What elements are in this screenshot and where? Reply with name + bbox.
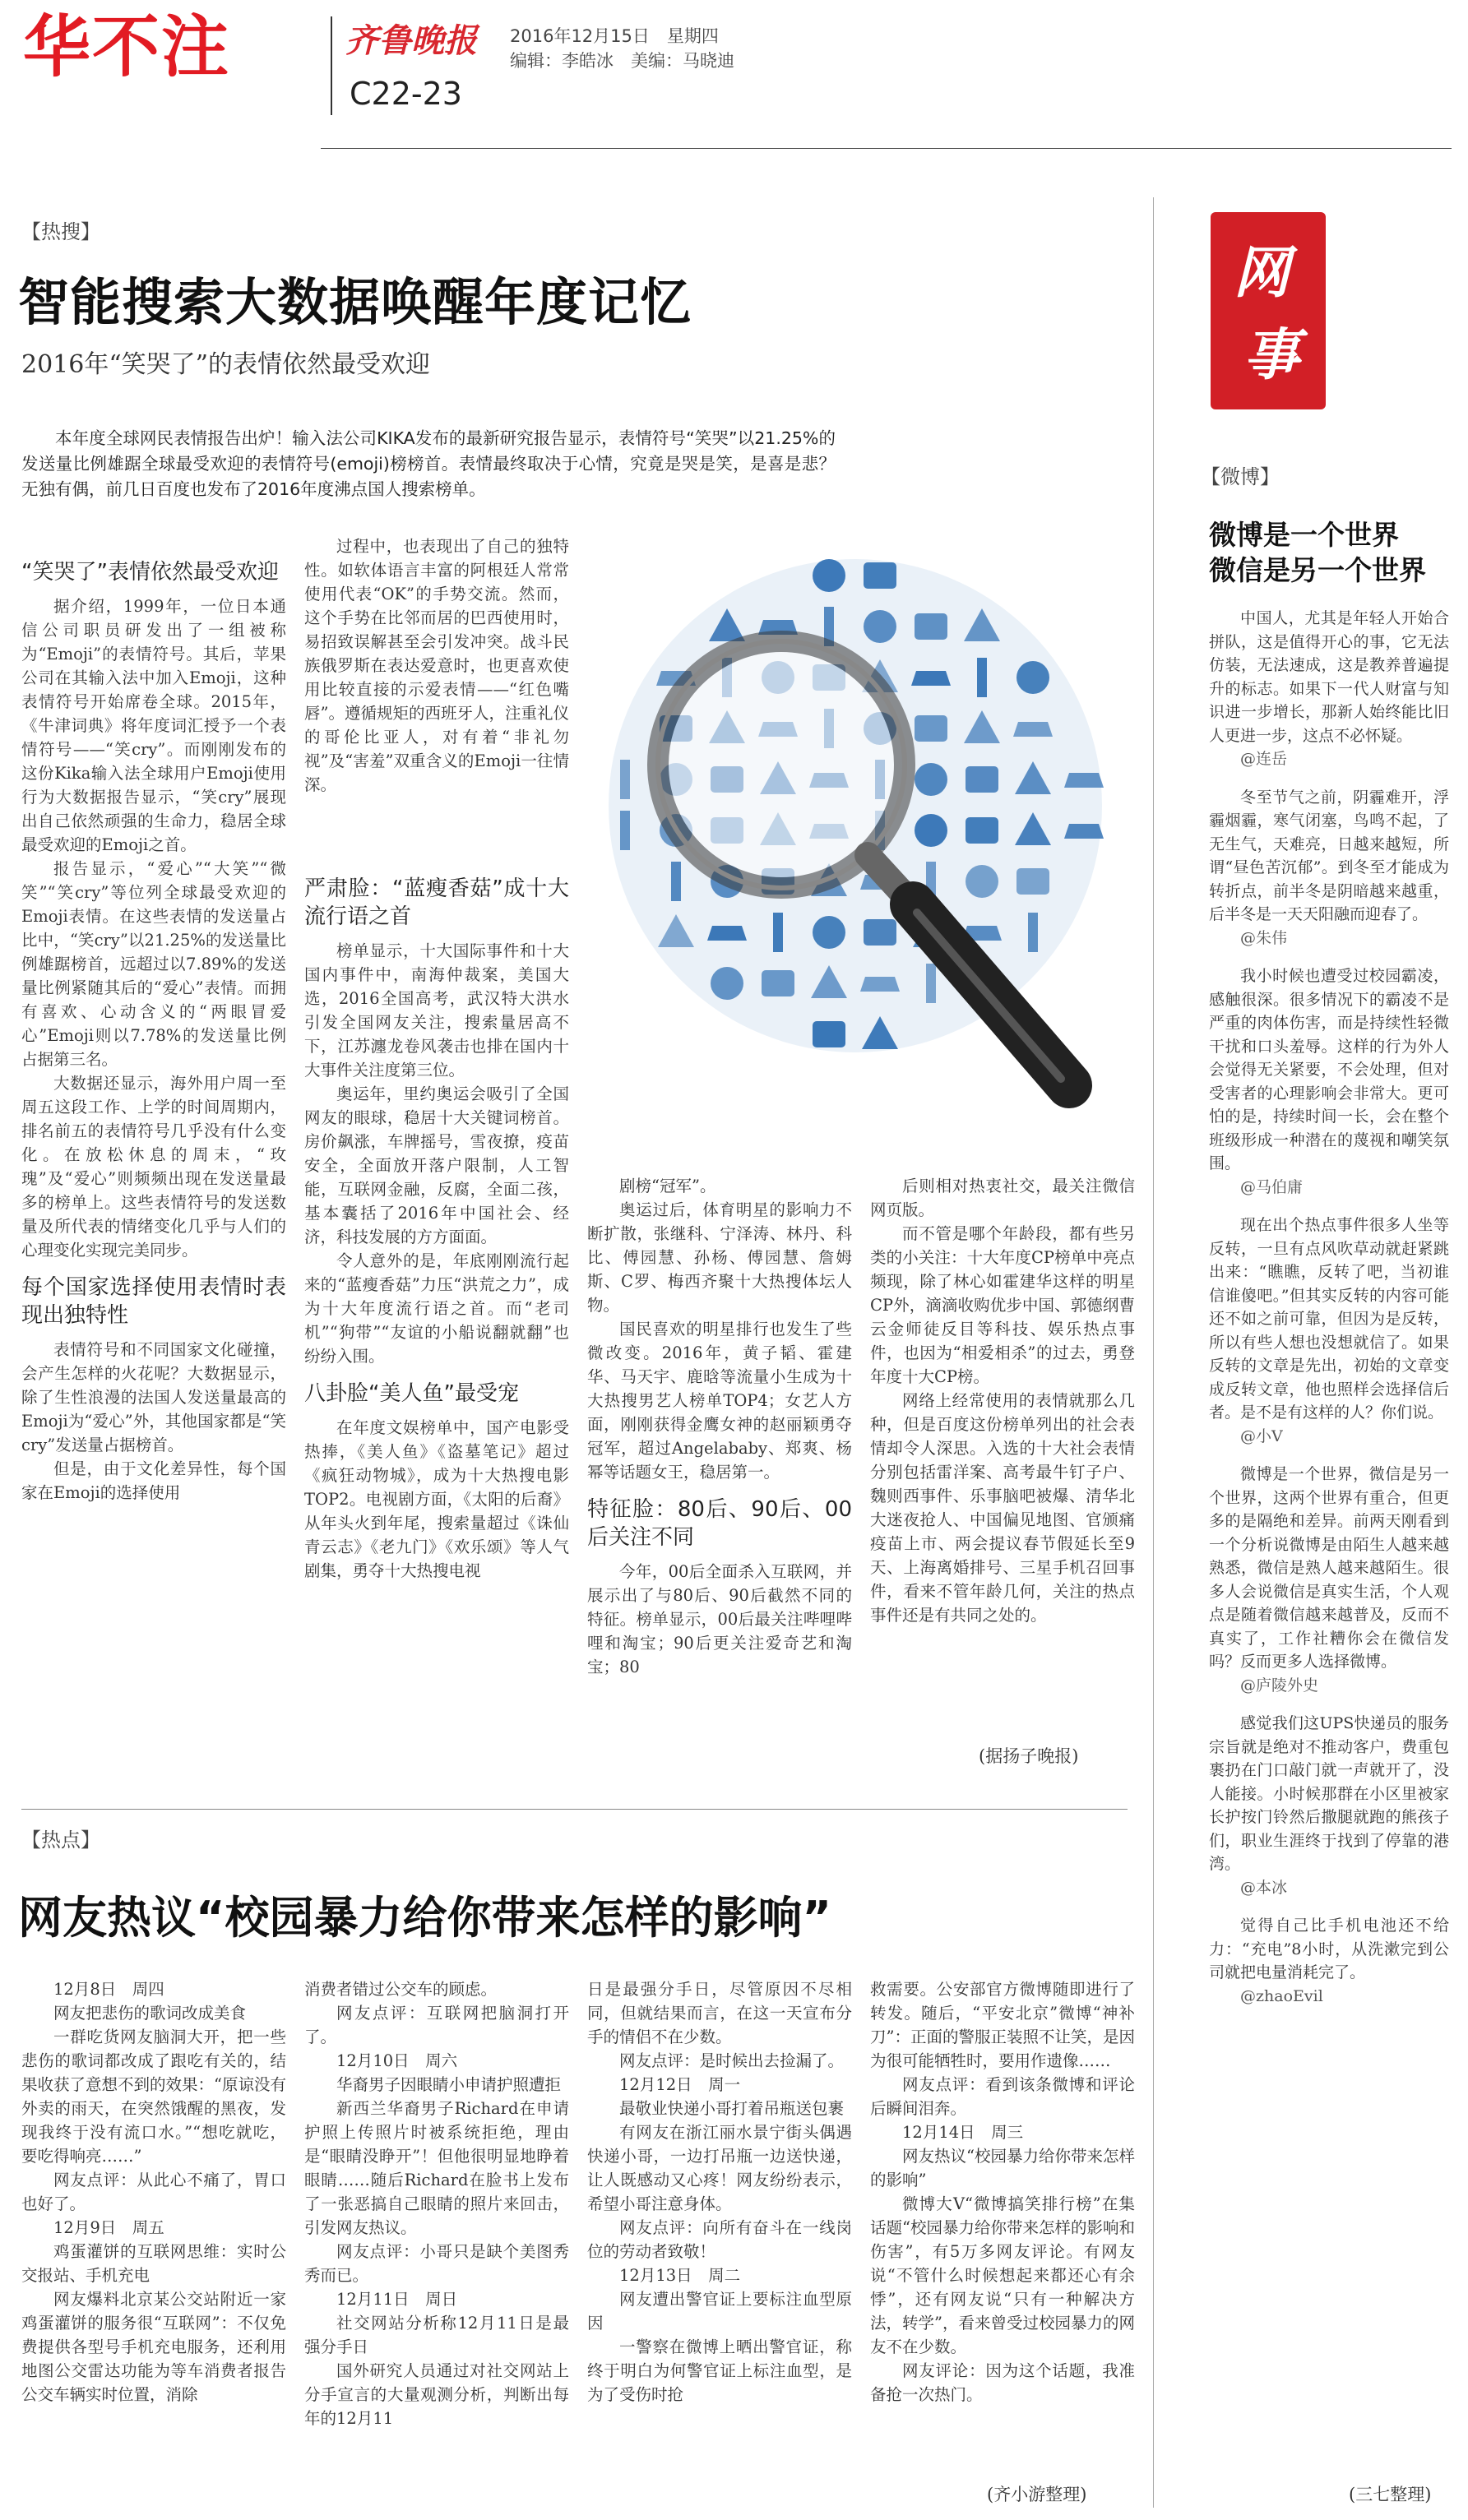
masthead-divider	[331, 16, 332, 115]
collage-icon	[1016, 661, 1049, 694]
news-comment: 网友点评：小哥只是缺个美图秀秀而已。	[304, 2242, 569, 2285]
weibo-post-text: 中国人，尤其是年轻人开始合拼队，这是值得开心的事，它无法仿装，无法速成，这是教养普遍提升的标志。如果下一代人财富与知识进一步增长，那新人始终能比旧人更进一步，这点不必怀疑。	[1209, 609, 1449, 745]
story1-column-4	[870, 1174, 1135, 1792]
story1-subheading: 每个国家选择使用表情时表现出独特性	[21, 1275, 286, 1328]
collage-icon	[966, 817, 998, 844]
news-comment: 网友点评：是时候出去捡漏了。	[619, 2051, 845, 2070]
news-body: 新西兰华裔男子Richard在申请护照上传照片时被系统拒绝，理由是“眼睛没睁开”！但他很明显地睁着眼睛……随后Richard在脸书上发布了一张恶搞自己眼睛的照片来回击，引发网友热议。	[304, 2099, 569, 2237]
story1-column-3	[587, 1174, 852, 1792]
collage-icon	[762, 970, 794, 996]
news-date: 12月13日 周二	[619, 2266, 741, 2285]
masthead-editors: 编辑：李皓冰 美编：马晓迪	[510, 51, 734, 71]
news-title: 网友热议“校园暴力给你带来怎样的影响”	[870, 2147, 1135, 2189]
story-divider	[21, 1809, 1128, 1810]
collage-icon	[966, 766, 998, 793]
story1-section-tag: 【热搜】	[21, 220, 100, 243]
news-body: 网友爆料北京某公交站附近一家鸡蛋灌饼的服务很“互联网”：不仅免费提供各型号手机充电服务，还利用地图公交雷达功能为等车消费者报告公交车辆实时位置，消除	[21, 2290, 286, 2404]
story1-column-2-bottom	[304, 863, 569, 1792]
story1-subtitle: 2016年“笑哭了”的表情依然最受欢迎	[21, 350, 431, 379]
collage-icon	[915, 613, 947, 640]
weibo-post-author: @朱伟	[1240, 928, 1288, 947]
story1-paragraph: 在年度文娱榜单中，国产电影受热捧，《美人鱼》《盗墓笔记》超过《疯狂动物城》，成为十大热搜电影TOP2。电视剧方面，《太阳的后裔》从年头火到年尾，搜索量超过《诛仙青云志》《老九门》《欢乐颂》等人气剧集，勇夺十大热搜电视	[304, 1418, 569, 1580]
story1-paragraph: 奥运过后，体育明星的影响力不断扩散，张继科、宁泽涛、林丹、科比、傅园慧、孙杨、傅园慧、詹姆斯、C罗、梅西齐聚十大热搜体坛人物。	[587, 1200, 852, 1315]
news-comment: 网友点评：看到该条微博和评论后瞬间泪奔。	[870, 2075, 1135, 2118]
collage-icon	[773, 913, 783, 952]
weibo-post-author: @庐陵外史	[1240, 1676, 1319, 1695]
story1-paragraph: 但是，由于文化差异性，每个国家在Emoji的选择使用	[21, 1459, 286, 1502]
masthead-newspaper-logo: 齐鲁晚报	[345, 21, 477, 60]
story2-column-1	[21, 1977, 286, 2504]
news-comment: 网友评论：因为这个话题，我准备抢一次热门。	[870, 2361, 1135, 2404]
story1-headline: 智能搜索大数据唤醒年度记忆	[18, 272, 692, 332]
sidebar-title-line1: 微博是一个世界	[1209, 519, 1399, 551]
news-comment: 网友点评：互联网把脑洞打开了。	[304, 2004, 569, 2046]
sidebar-section-tag: 【微博】	[1201, 465, 1280, 488]
collage-icon	[926, 964, 936, 1003]
sidebar-title-line2: 微信是另一个世界	[1209, 554, 1426, 586]
collage-icon	[707, 926, 747, 941]
weibo-post-text: 现在出个热点事件很多人坐等反转，一旦有点风吹草动就赶紧跳出来：“瞧瞧，反转了吧，当初谁信谁傻吧。”但其实反转的内容可能还不如之前可靠，但因为是反转，所以有些人想也没想就信了。如果反转的文章是先出，初始的文章变成反转文章，他也照样会选择信后者。是不是有这样的人？你们说。	[1209, 1216, 1449, 1422]
collage-icon	[911, 671, 951, 686]
story1-paragraph: 榜单显示，十大国际事件和十大国内事件中，南海仲裁案，美国大选，2016全国高考，武汉特大洪水引发全国网友关注，搜索量居高不下，江苏瀍龙卷风袭击也排在国内十大事件关注度第三位。	[304, 941, 569, 1080]
story1-subheading: 严肃脸：“蓝瘦香菇”成十大流行语之首	[304, 876, 569, 929]
sidebar-badge-char: 网	[1234, 240, 1290, 306]
story1-paragraph: 报告显示，“爱心”“大笑”“微笑”“笑cry”等位列全球最受欢迎的Emoji表情。在这些表情的发送量占比中，“笑cry”以21.25%的发送量比例雄踞榜首，远超过以7.89%的发送量比例紧随其后的“爱心”表情。而拥有喜欢、心动含义的“两眼冒爱心”Emoji则以7.78%的发送量比例占据第三名。	[21, 859, 286, 1069]
story1-subheading: “笑哭了”表情依然最受欢迎	[21, 560, 279, 585]
news-title: 最敬业快递小哥打着吊瓶送包裹	[619, 2099, 845, 2118]
collage-icon	[620, 760, 630, 799]
news-date: 12月8日 周四	[53, 1980, 164, 1999]
story2-column-4	[870, 1977, 1135, 2479]
story2-credit: (齐小游整理)	[987, 2485, 1087, 2504]
news-title: 社交网站分析称12月11日是最强分手日	[304, 2314, 569, 2356]
news-body: 一群吃货网友脑洞大开，把一些悲伤的歌词都改成了跟吃有关的，结果收获了意想不到的效果：“原谅没有外卖的雨天，在突然饿醒的黑夜，发现我终于没有流口水。”“想吃就吃，要吃得响亮……”	[21, 2028, 286, 2166]
story2-headline: 网友热议“校园暴力给你带来怎样的影响”	[18, 1892, 831, 1944]
collage-icon	[915, 715, 947, 742]
news-body: 救需要。公安部官方微博随即进行了转发。随后，“平安北京”微博“神补刀”：正面的警服正装照不让笑，是因为很可能牺牲时，要用作遗像……	[870, 1980, 1135, 2070]
news-title: 鸡蛋灌饼的互联网思维：实时公交报站、手机充电	[21, 2242, 286, 2285]
news-title: 网友遭出警官证上要标注血型原因	[587, 2290, 852, 2333]
collage-icon	[1013, 722, 1053, 737]
weibo-post-author: @连岳	[1240, 750, 1288, 768]
story1-credit: (据扬子晚报)	[979, 1746, 1079, 1766]
weibo-post-author: @马伯庸	[1240, 1177, 1304, 1196]
weibo-post-author: @小V	[1240, 1426, 1283, 1445]
sidebar-posts	[1209, 607, 1449, 2498]
collage-icon	[915, 763, 947, 796]
collage-icon	[864, 562, 896, 589]
weibo-post-text: 冬至节气之前，阴霾难开，浮霾烟霾，寒气闭塞，鸟鸣不起，了无生气，天难亮，日越来越短，所谓“昼色苦沉郁”。到冬至才能成为转折点，前半冬是阴暗越来越重，后半冬是一天天阳融而迎春了。	[1209, 788, 1449, 923]
collage-icon	[864, 919, 896, 946]
collage-icon	[1028, 913, 1038, 952]
story1-paragraph: 大数据还显示，海外用户周一至周五这段工作、上学的时间周期内，排名前五的表情符号几乎没有什么变化。在放松休息的周末，“玫瑰”及“爱心”则频频出现在发送量最多的榜单上。这些表情符号的发送数量及所代表的情绪变化几乎与人们的心理变化实现完美同步。	[21, 1074, 286, 1260]
story1-paragraph: 过程中，也表现出了自己的独特性。如软体语言丰富的阿根廷人常常使用代表“OK”的手势交流。然而，这个手势在比邻而居的巴西使用时，易招致误解甚至会引发冲突。战斗民族俄罗斯在表达爱意时，也更喜欢使用比较直接的示爱表情——“红色嘴唇”。遵循规矩的西班牙人，注重礼仪的哥伦比亚人，对有着“非礼勿视”及“害羞”双重含义的Emoji一往情深。	[304, 537, 569, 794]
news-date: 12月10日 周六	[336, 2051, 458, 2070]
news-body: 国外研究人员通过对社交网站上分手宣言的大量观测分析，判断出每年的12月11	[304, 2361, 569, 2428]
masthead-page-number: C22-23	[350, 76, 462, 112]
collage-icon	[1016, 868, 1049, 895]
news-date: 12月9日 周五	[53, 2218, 164, 2237]
weibo-post-author: @zhaoEvil	[1240, 1986, 1323, 2005]
news-body: 一警察在微博上晒出警官证，称终于明白为何警官证上标注血型，是为了受伤时抢	[587, 2337, 852, 2404]
story1-paragraph: 而不管是哪个年龄段，都有些另类的小关注：十大年度CP榜单中亮点频现，除了林心如霍建华这样的明星CP外，滴滴收购优步中国、郭德纲曹云金师徒反目等科技、娱乐热点事件，也因为“相爱相杀”的过去，勇登年度十大CP榜。	[870, 1224, 1135, 1386]
story1-paragraph: 今年，00后全面杀入互联网，并展示出了与80后、90后截然不同的特征。榜单显示，00后最关注哔哩哔哩和淘宝；90后更关注爱奇艺和淘宝；80	[587, 1562, 852, 1676]
collage-icon	[860, 977, 900, 992]
news-title: 网友把悲伤的歌词改成美食	[53, 2004, 247, 2023]
story1-column-2-top	[304, 534, 569, 863]
weibo-post-text: 微博是一个世界，微信是另一个世界，这两个世界有重合，但更多的是隔绝和差异。前两天刚看到一个分析说微博是由陌生人越来越熟悉，微信是熟人越来越陌生。很多人会说微信是真实生活，个人观点是随着微信越来越普及，反而不真实了，工作社糟你会在微信发吗？反而更多人选择微博。	[1209, 1465, 1449, 1671]
story1-paragraph: 据介绍，1999年，一位日本通信公司职员研发出了一组被称为“Emoji”的表情符号。其后，苹果公司在其输入法中加入Emoji，这种表情符号开始席卷全球。2015年，《牛津词典》将年度词汇授予一个表情符号——“笑cry”。而刚刚发布的这份Kika输入法全球用户Emoji使用行为大数据报告显示，“笑cry”展现出自己依然顽强的生命力，稳居全球最受欢迎的Emoji之首。	[21, 597, 286, 854]
story1-paragraph: 表情符号和不同国家文化碰撞，会产生怎样的火花呢？大数据显示，除了生性浪漫的法国人发送量最高的Emoji为“爱心”外，其他国家都是“笑cry”发送量占据榜首。	[21, 1340, 286, 1454]
masthead-brand: 华不注	[23, 8, 231, 86]
collage-icon	[1064, 824, 1104, 839]
weibo-post-text: 我小时候也遭受过校园霸凌，感触很深。很多情况下的霸凌不是严重的肉体伤害，而是持续性轻微干扰和口头羞辱。这样的行为外人会觉得无关紧要，不会处理，但对受害者的心理影响会非常大。更可怕的是，持续时间一长，会在整个班级形成一种潜在的蔑视和嘲笑氛围。	[1209, 967, 1449, 1172]
news-date: 12月11日 周日	[336, 2290, 458, 2309]
news-body: 微博大V“微博搞笑排行榜”在集话题“校园暴力给你带来怎样的影响和伤害”，有5万多网友评论。有网友说“不管什么时候想起来都还心有余悸”，还有网友说“只有一种解决方法，转学”，看来曾受过校园暴力的网友不在少数。	[870, 2194, 1135, 2356]
story1-column-1	[21, 547, 286, 1792]
collage-icon	[977, 658, 987, 697]
collage-icon	[813, 916, 845, 949]
weibo-post-text: 觉得自己比手机电池还不给力：“充电”8小时，从洗漱完到公司就把电量消耗完了。	[1209, 1917, 1449, 1981]
sidebar-divider	[1153, 197, 1154, 2508]
news-body: 消费者错过公交车的顾虑。	[304, 1980, 498, 1999]
collage-icon	[711, 967, 743, 1000]
magnifier-icon-collage-illustration	[576, 493, 1168, 1168]
story1-paragraph: 剧榜“冠军”。	[619, 1177, 716, 1195]
story1-paragraph: 网络上经常使用的表情就那么几种，但是百度这份榜单列出的社会表情却令人深思。入选的十大社会表情分别包括雷洋案、高考最牛钉子户、魏则西事件、乐事脑吧被爆、清华北大迷夜抢人、中国偏见地图、官颁痛疫苗上市、两会提议春节假延长至9天、上海离婚排号、三星手机召回事件，看来不管年龄几何，关注的热点事件还是有共同之处的。	[870, 1391, 1135, 1625]
weibo-post-author: @本冰	[1240, 1878, 1288, 1897]
sidebar-credit: (三七整理)	[1349, 2485, 1432, 2504]
story1-paragraph: 奥运年，里约奥运会吸引了全国网友的眼球，稳居十大关键词榜首。房价飙涨，车牌摇号，雪夜撩，疫苗安全，全面放开落户限制，人工智能，互联网金融，反腐，全面二孩，基本囊括了2016年中国社会、经济，科技发展的方方面面。	[304, 1084, 569, 1246]
story1-paragraph: 后则相对热衷社交，最关注微信网页版。	[870, 1177, 1135, 1219]
news-body: 有网友在浙江丽水景宁街头偶遇快递小哥，一边打吊瓶一边送快递，让人既感动又心疼！网友纷纷表示，希望小哥注意身体。	[587, 2123, 852, 2213]
collage-icon	[864, 610, 896, 643]
collage-icon	[620, 811, 630, 850]
story1-subheading: 特征脸：80后、90后、00后关注不同	[587, 1497, 852, 1550]
sidebar-badge	[1211, 212, 1326, 409]
news-date: 12月12日 周一	[619, 2075, 741, 2094]
story2-column-2	[304, 1977, 569, 2504]
masthead-date: 2016年12月15日 星期四	[510, 26, 719, 46]
collage-icon	[915, 814, 947, 847]
story1-lead: 本年度全球网民表情报告出炉！输入法公司KIKA发布的最新研究报告显示，表情符号“笑哭”以21.25%的发送量比例雄踞全球最受欢迎的表情符号(emoji)榜榜首。表情最终取决于心情，究竟是哭是笑，是喜是悲？无独有偶，前几日百度也发布了2016年度沸点国人搜索榜单。	[21, 428, 836, 499]
collage-icon	[1064, 773, 1104, 788]
collage-icon	[671, 862, 681, 901]
story2-column-3	[587, 1977, 852, 2504]
collage-icon	[813, 1021, 845, 1047]
story1-paragraph: 国民喜欢的明星排行也发生了些微改变。2016年，黄子韬、霍建华、马天宇、鹿晗等流量小生成为十大热搜男艺人榜单TOP4；女艺人方面，刚刚获得金鹰女神的赵丽颖勇夺冠军，超过Angelababy、郑爽、杨幂等话题女王，稳居第一。	[587, 1320, 852, 1482]
masthead-rule	[321, 148, 1452, 149]
news-comment: 网友点评：向所有奋斗在一线岗位的劳动者致敬！	[587, 2218, 852, 2261]
collage-icon	[813, 559, 845, 592]
sidebar-badge-char: 事	[1243, 322, 1300, 388]
story1-subheading: 八卦脸“美人鱼”最受宠	[304, 1381, 519, 1406]
news-date: 12月14日 周三	[902, 2123, 1024, 2142]
weibo-post-text: 感觉我们这UPS快递员的服务宗旨就是绝对不推动客户，费重包裹扔在门口敲门就一声就开了，没人能接。小时候那群在小区里被家长护按门铃然后撒腿就跑的熊孩子们，职业生涯终于找到了停靠的港湾。	[1209, 1714, 1449, 1873]
news-title: 华裔男子因眼睛小申请护照遭拒	[336, 2075, 562, 2094]
news-body: 日是最强分手日，尽管原因不尽相同，但就结果而言，在这一天宣布分手的情侣不在少数。	[587, 1980, 852, 2046]
story1-paragraph: 令人意外的是，年底刚刚流行起来的“蓝瘦香菇”力压“洪荒之力”，成为十大年度流行语之首。而“老司机”“狗带”“友谊的小船说翻就翻”也纷纷入围。	[304, 1251, 569, 1366]
news-comment: 网友点评：从此心不痛了，胃口也好了。	[21, 2171, 286, 2213]
collage-icon	[966, 865, 998, 898]
story2-section-tag: 【热点】	[21, 1829, 100, 1852]
